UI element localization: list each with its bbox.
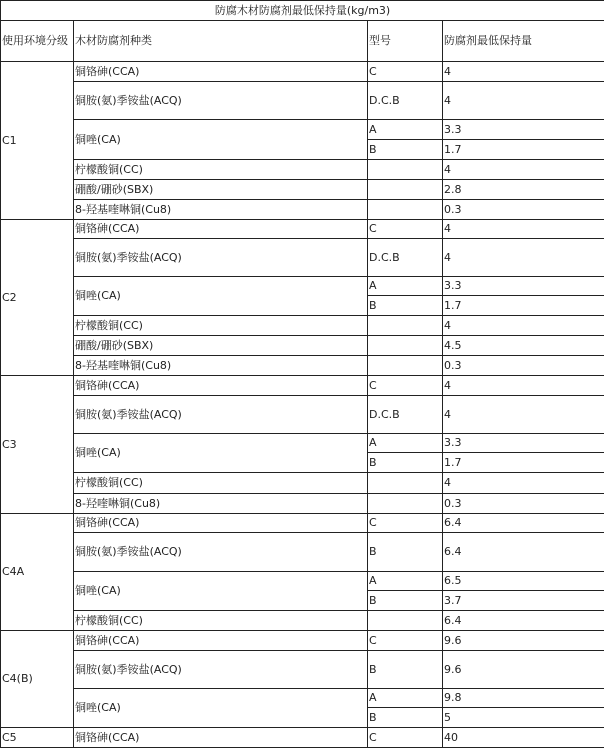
value-cell: 4	[443, 396, 604, 434]
preservative-cell: 铜唑(CA)	[74, 572, 368, 611]
value-cell: 9.8	[443, 689, 604, 708]
value-cell: 2.8	[443, 180, 604, 200]
table-row	[1, 572, 604, 591]
preservative-cell: 铜胺(氨)季铵盐(ACQ)	[74, 82, 368, 120]
preservative-cell: 柠檬酸铜(CC)	[74, 160, 368, 180]
value-cell: 6.5	[443, 572, 604, 591]
value-cell: 4	[443, 82, 604, 120]
title-row	[1, 1, 604, 21]
preservative-cell: 铜胺(氨)季铵盐(ACQ)	[74, 651, 368, 689]
preservative-cell: 铜铬砷(CCA)	[74, 514, 368, 533]
table-row	[1, 689, 604, 708]
preservative-cell: 铜铬砷(CCA)	[74, 62, 368, 82]
type-cell: B	[368, 708, 443, 728]
value-cell: 4	[443, 160, 604, 180]
table-row	[1, 62, 604, 82]
preservative-cell: 铜铬砷(CCA)	[74, 728, 368, 748]
table-row	[1, 200, 604, 220]
preservative-cell: 铜唑(CA)	[74, 277, 368, 316]
preservative-cell: 柠檬酸铜(CC)	[74, 473, 368, 494]
type-cell: C	[368, 220, 443, 239]
value-cell: 1.7	[443, 140, 604, 160]
env-class-cell: C5	[1, 728, 74, 748]
value-cell: 5	[443, 708, 604, 728]
preservative-cell: 硼酸/硼砂(SBX)	[74, 180, 368, 200]
table-row	[1, 514, 604, 533]
table-row	[1, 473, 604, 494]
table-row	[1, 611, 604, 631]
header-type: 型号	[368, 21, 443, 62]
value-cell: 0.3	[443, 200, 604, 220]
type-cell: A	[368, 689, 443, 708]
table-row	[1, 239, 604, 277]
preservative-cell: 8-羟喹啉铜(Cu8)	[74, 494, 368, 514]
table-row	[1, 631, 604, 651]
value-cell: 6.4	[443, 533, 604, 572]
type-cell: B	[368, 651, 443, 689]
type-cell	[368, 611, 443, 631]
header-env-class: 使用环境分级	[1, 21, 74, 62]
preservative-cell: 8-羟基喹啉铜(Cu8)	[74, 356, 368, 376]
table-row	[1, 180, 604, 200]
type-cell: C	[368, 514, 443, 533]
value-cell: 1.7	[443, 296, 604, 316]
value-cell: 3.3	[443, 120, 604, 140]
type-cell: C	[368, 631, 443, 651]
preservative-cell: 铜唑(CA)	[74, 689, 368, 728]
value-cell: 4.5	[443, 336, 604, 356]
value-cell: 4	[443, 473, 604, 494]
table-row	[1, 651, 604, 689]
type-cell	[368, 356, 443, 376]
value-cell: 6.4	[443, 611, 604, 631]
table-row	[1, 434, 604, 453]
preservative-cell: 柠檬酸铜(CC)	[74, 611, 368, 631]
type-cell: D.C.B	[368, 239, 443, 277]
table-row	[1, 120, 604, 140]
type-cell: C	[368, 728, 443, 748]
type-cell: A	[368, 434, 443, 453]
preservative-cell: 铜胺(氨)季铵盐(ACQ)	[74, 239, 368, 277]
table-row	[1, 728, 604, 748]
env-class-cell: C2	[1, 220, 74, 376]
type-cell: A	[368, 277, 443, 296]
type-cell	[368, 316, 443, 336]
table-row	[1, 220, 604, 239]
type-cell	[368, 473, 443, 494]
type-cell: C	[368, 62, 443, 82]
type-cell: B	[368, 453, 443, 473]
type-cell: A	[368, 572, 443, 591]
value-cell: 4	[443, 376, 604, 396]
table-row	[1, 376, 604, 396]
env-class-cell: C4A	[1, 514, 74, 631]
value-cell: 6.4	[443, 514, 604, 533]
type-cell	[368, 494, 443, 514]
type-cell: B	[368, 296, 443, 316]
preservative-cell: 铜胺(氨)季铵盐(ACQ)	[74, 396, 368, 434]
type-cell: B	[368, 533, 443, 572]
preservative-cell: 铜铬砷(CCA)	[74, 631, 368, 651]
type-cell: A	[368, 120, 443, 140]
env-class-cell: C4(B)	[1, 631, 74, 728]
value-cell: 0.3	[443, 356, 604, 376]
value-cell: 4	[443, 220, 604, 239]
type-cell	[368, 180, 443, 200]
table-title: 防腐木材防腐剂最低保持量(kg/m3)	[1, 1, 604, 21]
value-cell: 3.3	[443, 434, 604, 453]
table-row	[1, 316, 604, 336]
env-class-cell: C1	[1, 62, 74, 220]
preservative-cell: 8-羟基喹啉铜(Cu8)	[74, 200, 368, 220]
table-row	[1, 277, 604, 296]
type-cell	[368, 200, 443, 220]
header-row	[1, 21, 604, 62]
value-cell: 9.6	[443, 631, 604, 651]
table-row	[1, 82, 604, 120]
value-cell: 4	[443, 62, 604, 82]
table-row	[1, 336, 604, 356]
table-row	[1, 533, 604, 572]
table-row	[1, 396, 604, 434]
preservative-cell: 铜胺(氨)季铵盐(ACQ)	[74, 533, 368, 572]
value-cell: 4	[443, 239, 604, 277]
type-cell: D.C.B	[368, 396, 443, 434]
env-class-cell: C3	[1, 376, 74, 514]
preservative-cell: 铜铬砷(CCA)	[74, 220, 368, 239]
preservative-cell: 铜铬砷(CCA)	[74, 376, 368, 396]
header-preservative: 木材防腐剂种类	[74, 21, 368, 62]
type-cell	[368, 336, 443, 356]
preservative-cell: 铜唑(CA)	[74, 120, 368, 160]
table-row	[1, 356, 604, 376]
type-cell: B	[368, 140, 443, 160]
value-cell: 3.3	[443, 277, 604, 296]
value-cell: 9.6	[443, 651, 604, 689]
value-cell: 4	[443, 316, 604, 336]
preservative-cell: 铜唑(CA)	[74, 434, 368, 473]
table-row	[1, 160, 604, 180]
type-cell: B	[368, 591, 443, 611]
type-cell	[368, 160, 443, 180]
type-cell: C	[368, 376, 443, 396]
type-cell: D.C.B	[368, 82, 443, 120]
value-cell: 40	[443, 728, 604, 748]
preservative-cell: 柠檬酸铜(CC)	[74, 316, 368, 336]
value-cell: 3.7	[443, 591, 604, 611]
value-cell: 0.3	[443, 494, 604, 514]
table-row	[1, 494, 604, 514]
header-min-retention: 防腐剂最低保持量	[443, 21, 604, 62]
preservative-cell: 硼酸/硼砂(SBX)	[74, 336, 368, 356]
value-cell: 1.7	[443, 453, 604, 473]
